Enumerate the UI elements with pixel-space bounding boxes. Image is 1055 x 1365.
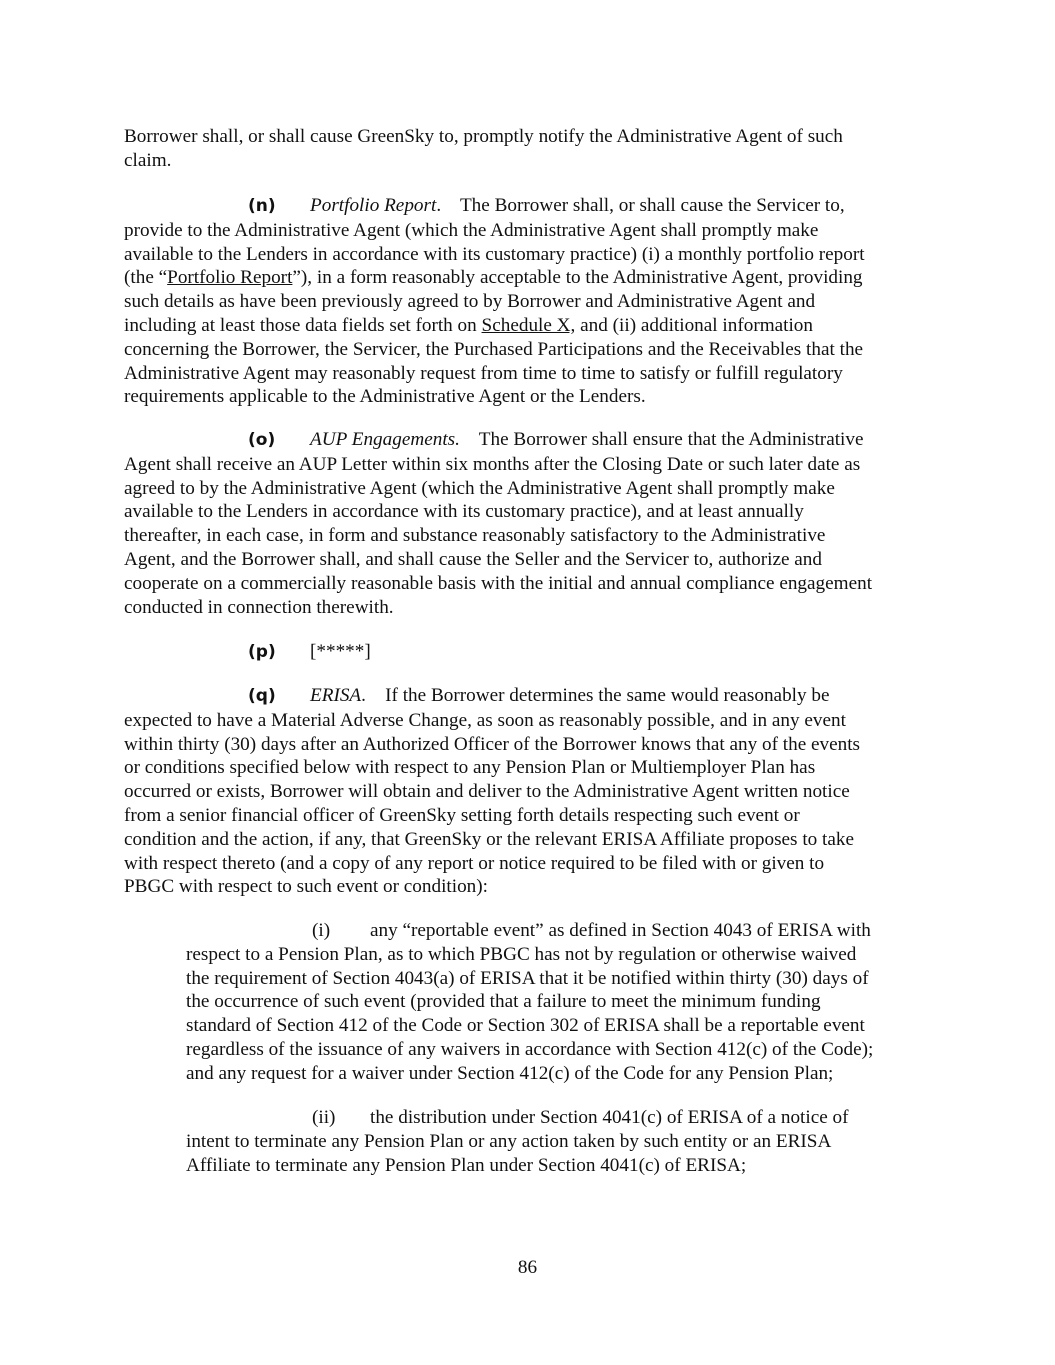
item-i-paragraph <box>186 919 934 1086</box>
text-line: intent to terminate any Pension Plan or any action taken by such entity or an ERISA <box>186 1130 832 1152</box>
text-line: concerning the Borrower, the Servicer, the Purchased Participations and the Receivables that the <box>124 338 864 360</box>
section-p-paragraph <box>124 640 936 665</box>
redacted-text: [*****] <box>310 641 371 662</box>
text-line: expected to have a Material Adverse Change, as soon as reasonably possible, and in any event <box>124 709 846 731</box>
text-line: Borrower shall, or shall cause GreenSky to, promptly notify the Administrative Agent of such <box>124 126 843 147</box>
section-o-title: AUP Engagements. <box>310 429 460 450</box>
item-i-number: (i) <box>312 920 331 941</box>
text-line <box>124 314 936 338</box>
text-line: available to the Lenders in accordance with its customary practice), and at least annually <box>124 501 804 523</box>
item-ii-first-line-text: the distribution under Section 4041(c) of ERISA of a notice of <box>370 1107 849 1128</box>
section-o-marker: (o) <box>248 430 276 450</box>
section-q-title: ERISA <box>310 685 362 706</box>
section-p-marker: (p) <box>248 642 276 662</box>
text-fragment: and (ii) additional information <box>575 314 813 336</box>
text-line: cooperate on a commercially reasonable basis with the initial and annual compliance engagement <box>124 572 873 594</box>
text-line: such details as have been previously agreed to by Borrower and Administrative Agent and <box>124 291 816 313</box>
text-fragment: ”), in a form reasonably acceptable to the Administrative Agent, providing <box>292 267 863 289</box>
section-o-paragraph <box>124 428 936 619</box>
item-ii-paragraph <box>186 1106 934 1177</box>
text-line: with respect thereto (and a copy of any report or notice required to be filed with or given to <box>124 852 825 874</box>
section-n-first-line <box>124 194 936 219</box>
text-line: and any request for a waiver under Section 412(c) of the Code for any Pension Plan; <box>186 1062 834 1084</box>
text-line: condition and the action, if any, that GreenSky or the relevant ERISA Affiliate proposes to take <box>124 828 855 850</box>
section-q-first-line <box>124 684 936 709</box>
text-line: the occurrence of such event (provided that a failure to meet the minimum funding <box>186 991 821 1013</box>
text-line: regardless of the issuance of any waivers in accordance with Section 412(c) of the Code); <box>186 1038 874 1060</box>
text-line: conducted in connection therewith. <box>124 596 394 618</box>
page-number: 86 <box>517 1257 538 1278</box>
section-q-paragraph <box>124 684 936 899</box>
text-line: agreed to by the Administrative Agent (which the Administrative Agent shall promptly make <box>124 477 835 499</box>
text-line: or conditions specified below with respect to any Pension Plan or Multiemployer Plan has <box>124 757 816 779</box>
section-q-first-line-text: . If the Borrower determines the same would reasonably be <box>361 685 830 706</box>
text-line: claim. <box>124 149 172 171</box>
text-line: the requirement of Section 4043(a) of ERISA that it be notified within thirty (30) days of <box>186 967 869 989</box>
item-i-first-line <box>186 919 934 943</box>
section-q-marker: (q) <box>248 686 276 706</box>
continuation-paragraph <box>124 125 936 173</box>
text-line: Agent, and the Borrower shall, and shall cause the Seller and the Servicer to, authorize and <box>124 548 822 570</box>
section-n-paragraph <box>124 194 936 409</box>
text-line: Agent shall receive an AUP Letter within six months after the Closing Date or such later date as <box>124 453 861 475</box>
text-fragment: (the “ <box>124 267 168 289</box>
item-ii-number: (ii) <box>312 1107 336 1128</box>
text-line: respect to a Pension Plan, as to which PBGC has not by regulation or otherwise waived <box>186 943 857 965</box>
item-i-first-line-text: any “reportable event” as defined in Section 4043 of ERISA with <box>370 920 871 941</box>
text-line: from a senior financial officer of GreenSky setting forth details respecting such event or <box>124 804 800 826</box>
text-line: thereafter, in each case, in form and substance reasonably satisfactory to the Administrative <box>124 525 826 547</box>
section-n-title: Portfolio Report <box>310 195 437 216</box>
defined-term-portfolio-report: Portfolio Report <box>167 267 293 289</box>
text-line: Administrative Agent may reasonably request from time to time to satisfy or fulfill regulatory <box>124 362 843 384</box>
section-o-first-line-text: The Borrower shall ensure that the Administrative <box>459 429 864 450</box>
text-line: available to the Lenders in accordance with its customary practice) (i) a monthly portfolio report <box>124 243 865 265</box>
text-line: within thirty (30) days after an Authorized Officer of the Borrower knows that any of the events <box>124 733 861 755</box>
section-p-line <box>124 640 936 665</box>
text-line: Affiliate to terminate any Pension Plan under Section 4041(c) of ERISA; <box>186 1154 747 1176</box>
text-line: provide to the Administrative Agent (which the Administrative Agent shall promptly make <box>124 219 819 241</box>
text-line: PBGC with respect to such event or condition): <box>124 876 488 898</box>
item-ii-first-line <box>186 1106 934 1130</box>
text-line: requirements applicable to the Administrative Agent or the Lenders. <box>124 386 646 408</box>
text-line <box>124 266 936 290</box>
section-n-marker: (n) <box>248 196 276 216</box>
text-line: occurred or exists, Borrower will obtain and deliver to the Administrative Agent written notice <box>124 781 850 803</box>
text-line: standard of Section 412 of the Code or Section 302 of ERISA shall be a reportable event <box>186 1015 865 1037</box>
section-o-first-line <box>124 428 936 453</box>
section-n-first-line-text: . The Borrower shall, or shall cause the Servicer to, <box>436 195 845 216</box>
schedule-x-reference: Schedule X, <box>481 314 576 336</box>
text-fragment: including at least those data fields set forth on <box>124 314 482 336</box>
